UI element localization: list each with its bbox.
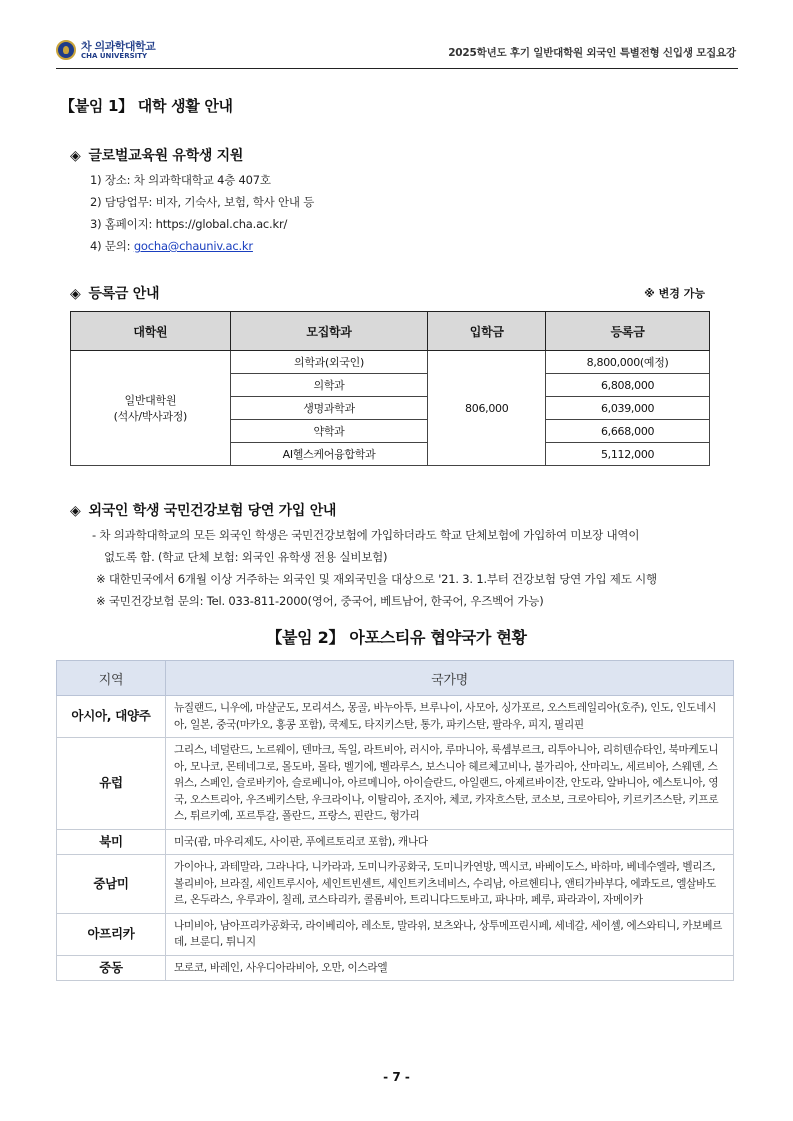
document-title: 2025학년도 후기 일반대학원 외국인 특별전형 신입생 모집요강: [448, 47, 736, 59]
table-row: [57, 696, 734, 738]
col-header-admission-fee: 입학금: [428, 312, 546, 351]
col-header-graduate-school: 대학원: [71, 312, 231, 351]
region-cell: 아시아, 대양주: [57, 696, 166, 738]
tuition-cell: 6,808,000: [546, 374, 710, 397]
countries-cell: 뉴질랜드, 니우에, 마샬군도, 모리셔스, 몽골, 바누아투, 브루나이, 사모아, 싱가포르, 오스트레일리아(호주), 인도, 인도네시아, 일본, 중국(마카오, 홍콩 포함), 쿡제도, 타지키스탄, 통가, 파키스탄, 팔라우, 피지, 필리핀: [166, 696, 734, 738]
tuition-cell: 5,112,000: [546, 443, 710, 466]
section1-title: 【붙임 1】 대학 생활 안내: [60, 97, 233, 115]
global-item-contact: 4) 문의: gocha@chauniv.ac.kr: [90, 239, 253, 253]
global-item-location: 1) 장소: 차 의과학대학교 4층 407호: [90, 173, 271, 187]
col-header-tuition: 등록금: [546, 312, 710, 351]
region-cell: 중동: [57, 955, 166, 981]
logo-korean-name: 차 의과학대학교: [81, 39, 156, 53]
page-header: [56, 38, 738, 69]
table-row: [57, 829, 734, 855]
diamond-marker: ◈: [70, 503, 81, 519]
table-row: [57, 955, 734, 981]
university-seal-icon: [56, 40, 76, 60]
section2-title: 【붙임 2】 아포스티유 협약국가 현황: [266, 628, 527, 647]
table-row: [71, 351, 710, 374]
col-header-department: 모집학과: [230, 312, 428, 351]
graduate-school-cell: 일반대학원 (석사/박사과정): [71, 351, 231, 466]
global-item-homepage: 3) 홈페이지: https://global.cha.ac.kr/: [90, 217, 288, 231]
region-cell: 유럽: [57, 738, 166, 830]
department-cell: 생명과학과: [230, 397, 428, 420]
tuition-change-note: ※ 변경 가능: [644, 287, 705, 300]
department-cell: 의학과: [230, 374, 428, 397]
region-cell: 아프리카: [57, 913, 166, 955]
department-cell: 약학과: [230, 420, 428, 443]
insurance-text-line2: 없도록 함. (학교 단체 보험: 외국인 유학생 전용 실비보험): [104, 550, 388, 564]
diamond-marker: ◈: [70, 148, 81, 164]
contact-email-link[interactable]: gocha@chauniv.ac.kr: [133, 239, 253, 253]
insurance-note-2: ※ 국민건강보험 문의: Tel. 033-811-2000(영어, 중국어, 베트남어, 한국어, 우즈벡어 가능): [96, 594, 544, 608]
countries-cell: 그리스, 네덜란드, 노르웨이, 덴마크, 독일, 라트비아, 러시아, 루마니아, 룩셈부르크, 리투아니아, 리히텐슈타인, 북마케도니아, 모나코, 몬테네그로, 몰도바, 몰타, 벨기에, 벨라루스, 보스니아 헤르체고비나, 불가리아, 산마리노, 세르비아, 스웨덴, 스위스, 스페인, 슬로바키아, 슬로베니아, 아르메니아, 아이슬란드, 아일랜드, 아제르바이잔, 안도라, 알바니아, 에스토니아, 영국, 오스트리아, 우즈베키스탄, 우크라이나, 이탈리아, 조지아, 체코, 카자흐스탄, 코소보, 크로아티아, 키르키즈스탄, 키프로스, 튀르키예, 포르투갈, 폴란드, 프랑스, 핀란드, 헝가리: [166, 738, 734, 830]
countries-cell: 가이아나, 과테말라, 그라나다, 니카라과, 도미니카공화국, 도미니카연방, 멕시코, 바베이도스, 바하마, 베네수엘라, 벨리즈, 볼리비아, 브라질, 세인트루시아, 세인트빈센트, 세인트키츠네비스, 수리남, 아르헨티나, 앤티가바부다, 에콰도르, 엘살바도르, 온두라스, 우루과이, 칠레, 코스타리카, 콜롬비아, 트리니다드토바고, 파나마, 페루, 파라과이, 자메이카: [166, 855, 734, 914]
table-header-row: [71, 312, 710, 351]
apostille-countries-table: [56, 660, 734, 981]
col-header-region: 지역: [57, 661, 166, 696]
diamond-marker: ◈: [70, 286, 81, 302]
logo-english-name: CHA UNIVERSITY: [81, 51, 148, 60]
university-logo: [56, 40, 155, 60]
tuition-heading: ◈ 등록금 안내: [70, 286, 160, 302]
tuition-cell: 8,800,000(예정): [546, 351, 710, 374]
insurance-note-1: ※ 대한민국에서 6개월 이상 거주하는 외국인 및 재외국민을 대상으로 '21. 3. 1.부터 건강보험 당연 가입 제도 시행: [96, 572, 657, 586]
insurance-heading: ◈ 외국인 학생 국민건강보험 당연 가입 안내: [70, 503, 337, 519]
region-cell: 중남미: [57, 855, 166, 914]
tuition-cell: 6,668,000: [546, 420, 710, 443]
global-center-heading: ◈ 글로벌교육원 유학생 지원: [70, 148, 244, 164]
admission-fee-cell: 806,000: [428, 351, 546, 466]
countries-cell: 모로코, 바레인, 사우디아라비아, 오만, 이스라엘: [166, 955, 734, 981]
table-row: [57, 855, 734, 914]
department-cell: 의학과(외국인): [230, 351, 428, 374]
insurance-text-line1: - 차 의과학대학교의 모든 외국인 학생은 국민건강보험에 가입하더라도 학교 단체보험에 가입하여 미보장 내역이: [92, 528, 640, 542]
global-item-duties: 2) 담당업무: 비자, 기숙사, 보험, 학사 안내 등: [90, 195, 315, 209]
table-row: [57, 738, 734, 830]
countries-cell: 미국(괌, 마우리제도, 사이판, 푸에르토리코 포함), 캐나다: [166, 829, 734, 855]
region-cell: 북미: [57, 829, 166, 855]
tuition-table: [70, 311, 710, 466]
table-row: [57, 913, 734, 955]
col-header-countries: 국가명: [166, 661, 734, 696]
page-number: - 7 -: [383, 1070, 410, 1084]
department-cell: AI헬스케어융합학과: [230, 443, 428, 466]
table-header-row: [57, 661, 734, 696]
tuition-cell: 6,039,000: [546, 397, 710, 420]
countries-cell: 나미비아, 남아프리카공화국, 라이베리아, 레소토, 말라위, 보츠와나, 상투메프린시페, 세네갈, 세이셸, 에스와티니, 카보베르데, 브룬디, 튀니지: [166, 913, 734, 955]
